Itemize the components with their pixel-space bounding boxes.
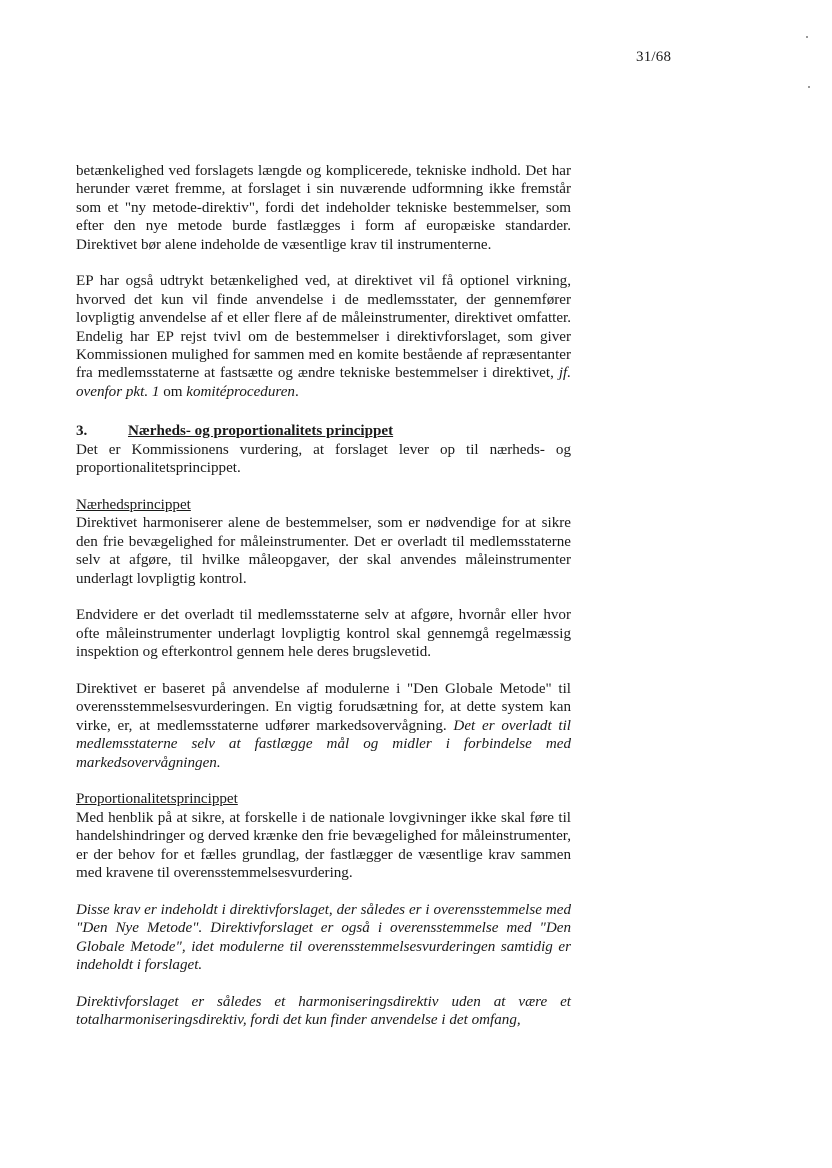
naerhed-paragraph-3-text: Direktivet er baseret på anvendelse af modulerne i "Den Globale Metode" til overensstemmelsesvurderingen. En vigtig forudsætning for, at dette system kan virke, er, at medlemsstaterne udfører markedsovervågning.: [76, 680, 571, 734]
naerhed-paragraph-1: Direktivet harmoniserer alene de bestemmelser, som er nødvendige for at sikre den frie bevægelighed for måleinstrumenter. Det er overladt til medlemsstaterne selv at afgøre, til hvilke måleopgaver, der skal anvendes måleinstrumenter underlagt lovpligtig kontrol.: [76, 515, 571, 587]
scan-speck: [806, 36, 808, 38]
naerhed-heading: Nærhedsprincippet: [76, 496, 191, 513]
paragraph-ep: [76, 272, 571, 401]
scan-speck: [808, 86, 810, 88]
term-komiteproceduren: komitéproceduren: [186, 383, 295, 400]
document-body: [76, 162, 571, 1030]
proportionalitet-paragraph-1: Med henblik på at sikre, at forskelle i de nationale lovgivninger ikke skal føre til handelshindringer og derved krænke den frie bevægelighed for måleinstrumenter, er der behov for et fælles grundlag, der fastlægger de væsentlige krav sammen med kravene til overensstemmelsesvurdering.: [76, 809, 571, 881]
proportionalitet-paragraph-2: Disse krav er indeholdt i direktivforslaget, der således er i overensstemmelse med "Den Nye Metode". Direktivforslaget er også i overensstemmelse med "Den Globale Metode", idet modulerne til overensstemmelsesvurderingen samtidig er indeholdt i forslaget.: [76, 901, 571, 973]
section-3-number: 3.: [76, 423, 88, 440]
reference-pkt-1: jf. ovenfor pkt. 1: [76, 365, 571, 400]
paragraph-ep-main: EP har også udtrykt betænkelighed ved, at direktivet vil få optionel virkning, hvorved det kun vil finde anvendelse i de medlemsstater, der gennemfører lovpligtig anvendelse af et eller flere af de måleinstrumenter, direktivet omfatter. Endelig har EP rejst tvivl om de bestemmelser i direktivforslaget, som giver Kommissionen mulighed for sammen med en komite bestående af repræsentanter fra medlemsstaterne at fastsætte og ændre tekniske bestemmelser i direktivet,: [76, 273, 571, 382]
section-3-title: Nærheds- og proportionalitets princippet: [128, 423, 394, 440]
naerhed-paragraph-3-italic: Det er overladt til medlemsstaterne selv at fastlægge mål og midler i forbindelse med markedsovervågningen.: [76, 717, 571, 771]
paragraph-betaenkelighed: betænkelighed ved forslagets længde og komplicerede, tekniske indhold. Det har herunder været fremme, at forslaget i sin nuværende udformning ikke fremstår som et "ny metode-direktiv", fordi det indeholder tekniske bestemmelser, som efter den nye metode burde fastlægges i form af europæiske standarder. Direktivet bør alene indeholde de væsentlige krav til instrumenterne.: [76, 163, 571, 253]
page-number: 31/68: [636, 49, 672, 65]
naerhed-paragraph-2: Endvidere er det overladt til medlemsstaterne selv at afgøre, hvornår eller hvor ofte måleinstrumenter underlagt lovpligtig kontrol skal gennemgå regelmæssig inspektion og efterkontrol gennem hele deres brugslevetid.: [76, 607, 571, 661]
naerhed-paragraph-3: [76, 680, 571, 772]
section-3-heading: [76, 422, 571, 440]
proportionalitet-heading: Proportionalitetsprincippet: [76, 791, 238, 808]
paragraph-ep-end: .: [294, 383, 299, 400]
paragraph-ep-om: om: [159, 383, 187, 400]
section-3-intro: Det er Kommissionens vurdering, at forslaget lever op til nærheds- og proportionalitetsprincippet.: [76, 441, 571, 477]
proportionalitet-paragraph-3: Direktivforslaget er således et harmoniseringsdirektiv uden at være et totalharmoniseringsdirektiv, fordi det kun finder anvendelse i det omfang,: [76, 993, 571, 1029]
